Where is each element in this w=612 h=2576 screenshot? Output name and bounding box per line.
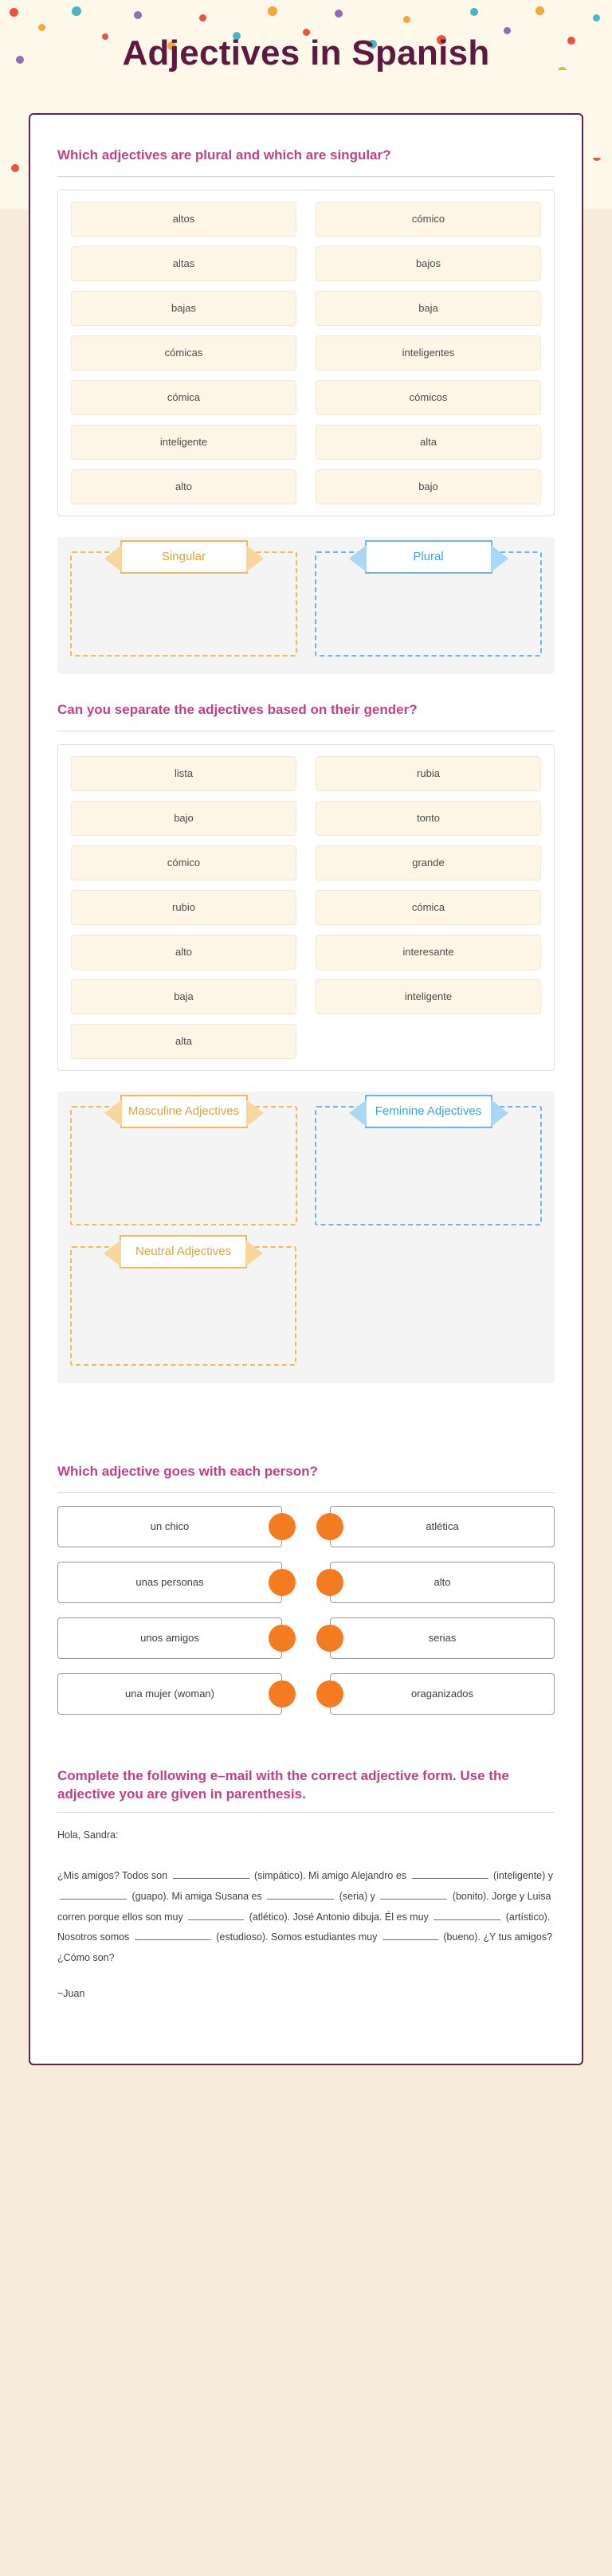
question-title-matching: Which adjective goes with each person?: [57, 1463, 318, 1479]
match-knob-icon[interactable]: [269, 1569, 296, 1596]
answer-blank[interactable]: [188, 1911, 244, 1920]
dropzone-label-neutral: Neutral Adjectives: [120, 1235, 247, 1268]
dropzone-label-masculine: Masculine Adjectives: [120, 1095, 248, 1128]
email-body: [57, 1866, 555, 1968]
match-knob-icon[interactable]: [316, 1569, 343, 1596]
answer-blank[interactable]: [267, 1890, 334, 1900]
word-chip[interactable]: cómico: [316, 202, 541, 237]
dropzone-masculine[interactable]: [70, 1106, 297, 1225]
word-chip[interactable]: grande: [316, 845, 541, 880]
word-chip[interactable]: alto: [71, 935, 296, 970]
match-knob-icon[interactable]: [316, 1680, 343, 1708]
word-chip[interactable]: alto: [71, 469, 296, 504]
worksheet-card: [29, 113, 583, 2065]
match-label: unos amigos: [57, 1617, 282, 1659]
dropzone-label-plural: Plural: [365, 540, 492, 574]
dropzone-group-plural-singular: [57, 537, 555, 674]
word-chip[interactable]: cómicas: [71, 335, 296, 371]
question-title-email: Complete the following e–mail with the correct adjective form. Use the adjective you are given in parenthesis.: [57, 1767, 509, 1802]
dropzone-feminine[interactable]: [315, 1106, 542, 1225]
word-chip[interactable]: cómica: [71, 380, 296, 415]
word-chip[interactable]: cómica: [316, 890, 541, 925]
dropzone-label-feminine: Feminine Adjectives: [365, 1095, 492, 1128]
dropzone-group-gender: [57, 1092, 555, 1383]
match-label: alto: [330, 1562, 555, 1603]
word-bank-plural-singular: [57, 190, 555, 516]
match-label: unas personas: [57, 1562, 282, 1603]
divider: [57, 1492, 555, 1493]
match-label: un chico: [57, 1506, 282, 1547]
word-chip[interactable]: baja: [316, 291, 541, 326]
match-item-left[interactable]: [57, 1673, 282, 1715]
match-item-right[interactable]: [330, 1617, 555, 1659]
word-chip[interactable]: bajo: [316, 469, 541, 504]
dropzone-label-singular: Singular: [120, 540, 248, 574]
section-spacer: [57, 1410, 555, 1463]
email-text-part: (artístico). Nosotros somos: [57, 1911, 551, 1943]
answer-blank[interactable]: [412, 1869, 488, 1879]
email-text-part: (estudioso). Somos estudiantes muy: [213, 1931, 380, 1943]
answer-blank[interactable]: [135, 1931, 211, 1940]
word-bank-gender: [57, 744, 555, 1071]
email-signature: ~Juan: [57, 1988, 85, 2000]
match-label: oraganizados: [330, 1673, 555, 1715]
divider: [57, 1812, 555, 1813]
match-item-right[interactable]: [330, 1562, 555, 1603]
word-chip[interactable]: bajos: [316, 246, 541, 281]
matching-grid: [57, 1506, 555, 1715]
word-chip[interactable]: inteligente: [316, 979, 541, 1014]
answer-blank[interactable]: [173, 1869, 249, 1879]
divider: [57, 176, 555, 177]
word-chip[interactable]: rubio: [71, 890, 296, 925]
match-knob-icon[interactable]: [316, 1625, 343, 1652]
answer-blank[interactable]: [382, 1931, 438, 1940]
word-chip[interactable]: cómico: [71, 845, 296, 880]
dropzone-spacer: [314, 1246, 542, 1366]
match-item-right[interactable]: [330, 1506, 555, 1547]
word-chip[interactable]: bajas: [71, 291, 296, 326]
word-chip-empty: [316, 1024, 541, 1059]
match-item-left[interactable]: [57, 1617, 282, 1659]
question-title-gender: Can you separate the adjectives based on their gender?: [57, 701, 418, 717]
email-text-part: ¿Mis amigos? Todos son: [57, 1870, 171, 1882]
match-label: atlética: [330, 1506, 555, 1547]
word-chip[interactable]: alta: [71, 1024, 296, 1059]
match-knob-icon[interactable]: [269, 1680, 296, 1708]
confetti-dot: [11, 164, 19, 172]
word-chip[interactable]: altos: [71, 202, 296, 237]
answer-blank[interactable]: [60, 1890, 127, 1900]
email-text-part: (seria) y: [336, 1890, 379, 1902]
word-chip[interactable]: altas: [71, 246, 296, 281]
word-chip[interactable]: bajo: [71, 801, 296, 836]
word-chip[interactable]: lista: [71, 756, 296, 791]
word-chip[interactable]: inteligente: [71, 425, 296, 460]
email-text-part: (bueno). ¿Y tus amigos?¿Cómo son?: [57, 1931, 553, 1963]
word-chip[interactable]: inteligentes: [316, 335, 541, 371]
match-label: una mujer (woman): [57, 1673, 282, 1715]
question-title-plural-singular: Which adjectives are plural and which are singular?: [57, 147, 391, 163]
email-text-part: (simpático). Mi amigo Alejandro es: [251, 1870, 410, 1882]
email-text-part: (bonito). Jorge y Luisa corren porque ellos son muy: [57, 1890, 551, 1923]
match-knob-icon[interactable]: [269, 1513, 296, 1540]
match-label: serias: [330, 1617, 555, 1659]
word-chip[interactable]: cómicos: [316, 380, 541, 415]
word-chip[interactable]: tonto: [316, 801, 541, 836]
dropzone-neutral[interactable]: [70, 1246, 296, 1366]
email-greeting: Hola, Sandra:: [57, 1829, 119, 1841]
word-chip[interactable]: interesante: [316, 935, 541, 970]
match-knob-icon[interactable]: [316, 1513, 343, 1540]
word-chip[interactable]: baja: [71, 979, 296, 1014]
page-title: Adjectives in Spanish: [122, 33, 490, 73]
answer-blank[interactable]: [434, 1911, 500, 1920]
match-item-left[interactable]: [57, 1506, 282, 1547]
dropzone-singular[interactable]: [70, 551, 297, 657]
email-text-part: (atlético). José Antonio dibuja. Él es muy: [246, 1911, 432, 1923]
email-exercise: [57, 1825, 555, 2005]
match-knob-icon[interactable]: [269, 1625, 296, 1652]
email-text-part: (guapo). Mi amiga Susana es: [129, 1890, 265, 1902]
email-text-part: (inteligente) y: [490, 1870, 554, 1882]
dropzone-plural[interactable]: [315, 551, 542, 657]
match-item-left[interactable]: [57, 1562, 282, 1603]
section-spacer: [57, 1715, 555, 1767]
word-chip[interactable]: rubia: [316, 756, 541, 791]
word-chip[interactable]: alta: [316, 425, 541, 460]
match-item-right[interactable]: [330, 1673, 555, 1715]
answer-blank[interactable]: [380, 1890, 447, 1900]
